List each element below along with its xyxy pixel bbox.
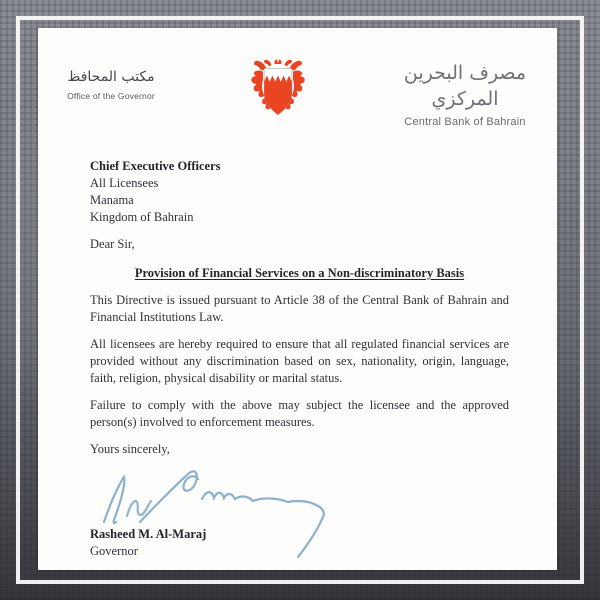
handwritten-signature-icon bbox=[98, 458, 340, 560]
recipient-line: Manama bbox=[90, 193, 134, 207]
recipient-line: Chief Executive Officers bbox=[90, 159, 221, 173]
recipient-line: All Licensees bbox=[90, 176, 159, 190]
subject-line: Provision of Financial Services on a Non-discriminatory Basis bbox=[134, 266, 465, 280]
office-of-governor-logo bbox=[52, 68, 170, 101]
paragraph: This Directive is issued pursuant to Article 38 of the Central Bank of Bahrain and Financial Institutions Law. bbox=[90, 293, 509, 324]
bank-arabic-calligraphy: مصرف البحرين المركزي bbox=[403, 62, 527, 110]
paragraph: All licensees are hereby required to ensure that all regulated financial services are provided without any discrimination based on sex, nationality, origin, language, faith, religion, physical disability or marital status. bbox=[90, 337, 509, 385]
letter-page bbox=[38, 28, 557, 570]
recipient-line: Kingdom of Bahrain bbox=[90, 210, 194, 224]
closing: Yours sincerely, bbox=[90, 442, 170, 456]
office-arabic-calligraphy: مكتب المحافظ bbox=[67, 69, 155, 85]
salutation: Dear Sir, bbox=[90, 237, 135, 251]
office-caption: Office of the Governor bbox=[67, 91, 155, 101]
central-bank-logo bbox=[385, 60, 545, 128]
bahrain-coat-of-arms-icon bbox=[245, 54, 311, 120]
signatory-name: Rasheed M. Al-Maraj bbox=[90, 527, 207, 541]
signatory-title: Governor bbox=[90, 544, 138, 558]
letter-body bbox=[38, 158, 557, 560]
letterhead bbox=[38, 28, 557, 128]
emblem-wrap bbox=[245, 54, 311, 125]
recipient-block bbox=[90, 158, 509, 226]
signature-area bbox=[90, 458, 509, 526]
paragraph: Failure to comply with the above may subject the licensee and the approved person(s) involved to enforcement measures. bbox=[90, 398, 509, 429]
bank-caption: Central Bank of Bahrain bbox=[404, 116, 526, 128]
